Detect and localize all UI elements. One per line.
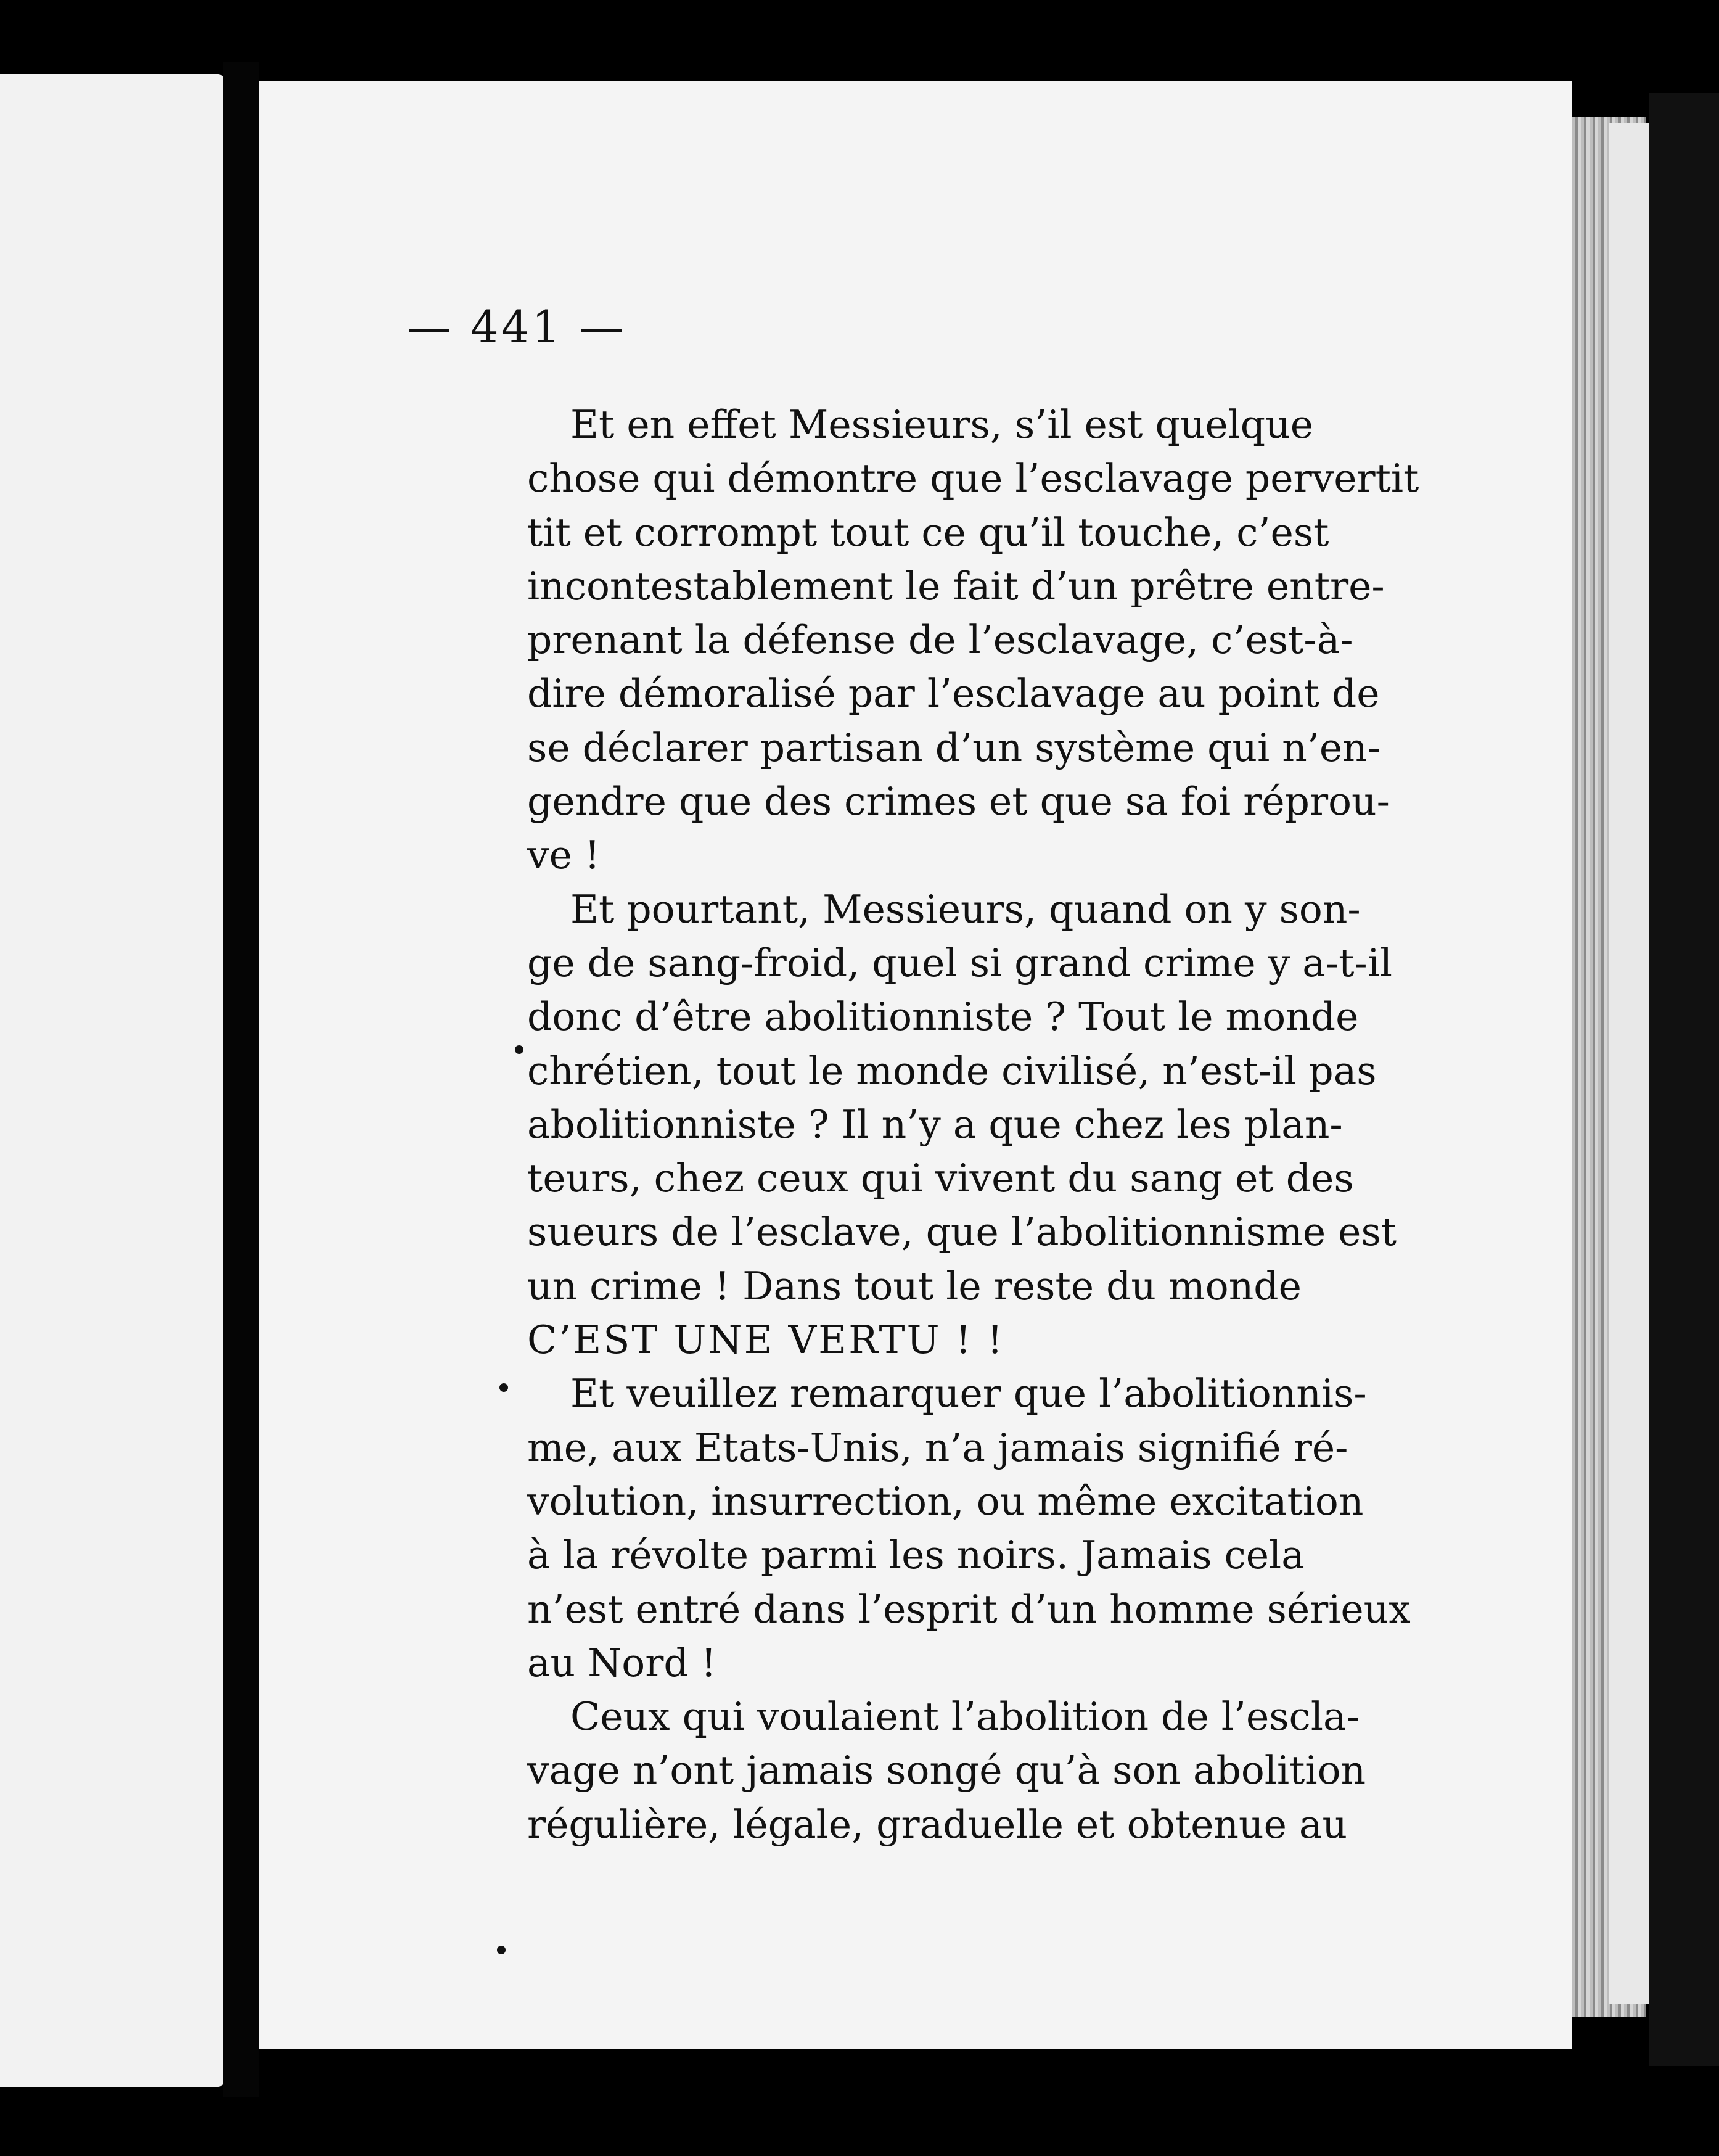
text-line: régulière, légale, graduelle et obtenue au — [527, 1801, 1348, 1847]
text-line: Et en effet Messieurs, s’il est quelque — [570, 402, 1313, 447]
text-line: donc d’être abolitionniste ? Tout le monde — [527, 994, 1359, 1040]
book-spine — [223, 62, 259, 2097]
text-line: me, aux Etats-Unis, n’a jamais signifié ré- — [527, 1425, 1348, 1470]
text-line: gendre que des crimes et que sa foi réprou- — [527, 779, 1390, 825]
text-line: un crime ! Dans tout le reste du monde — [527, 1263, 1302, 1309]
text-line: Et veuillez remarquer que l’abolitionnis- — [570, 1371, 1367, 1417]
text-line: n’est entré dans l’esprit d’un homme sérieux — [527, 1586, 1411, 1632]
text-line: dire démoralisé par l’esclavage au point de — [527, 671, 1380, 717]
body-text — [527, 398, 1419, 1851]
ink-speck — [497, 1946, 506, 1954]
text-line: au Nord ! — [527, 1640, 717, 1685]
text-line: C’EST UNE VERTU ! ! — [527, 1317, 1005, 1363]
text-line: vage n’ont jamais songé qu’à son abolition — [527, 1748, 1366, 1793]
text-line: volution, insurrection, ou même excitation — [527, 1478, 1364, 1524]
text-line: teurs, chez ceux qui vivent du sang et des — [527, 1156, 1354, 1201]
ink-speck — [499, 1383, 508, 1392]
page-edge-highlight — [1609, 123, 1649, 2004]
text-line: chrétien, tout le monde civilisé, n’est-il pas — [527, 1048, 1377, 1093]
text-line: tit et corrompt tout ce qu’il touche, c’est — [527, 509, 1329, 555]
left-page — [0, 74, 223, 2087]
text-line: chose qui démontre que l’esclavage pervertit — [527, 456, 1419, 501]
text-line: incontestablement le fait d’un prêtre entre- — [527, 563, 1385, 609]
text-line: Et pourtant, Messieurs, quand on y son- — [570, 886, 1361, 932]
text-line: à la révolte parmi les noirs. Jamais cela — [527, 1533, 1305, 1578]
text-line: ge de sang-froid, quel si grand crime y a-t-il — [527, 940, 1393, 985]
ink-speck — [515, 1045, 523, 1054]
page-number: — 441 — — [407, 301, 626, 353]
text-line: prenant la défense de l’esclavage, c’est-à- — [527, 617, 1353, 663]
text-line: ve ! — [527, 833, 601, 878]
text-line: se déclarer partisan d’un système qui n’en- — [527, 725, 1381, 770]
text-line: sueurs de l’esclave, que l’abolitionnisme est — [527, 1209, 1397, 1255]
book-cover-edge — [1649, 93, 1719, 2066]
text-line: abolitionniste ? Il n’y a que chez les plan- — [527, 1101, 1343, 1147]
text-line: Ceux qui voulaient l’abolition de l’escla- — [570, 1694, 1360, 1740]
